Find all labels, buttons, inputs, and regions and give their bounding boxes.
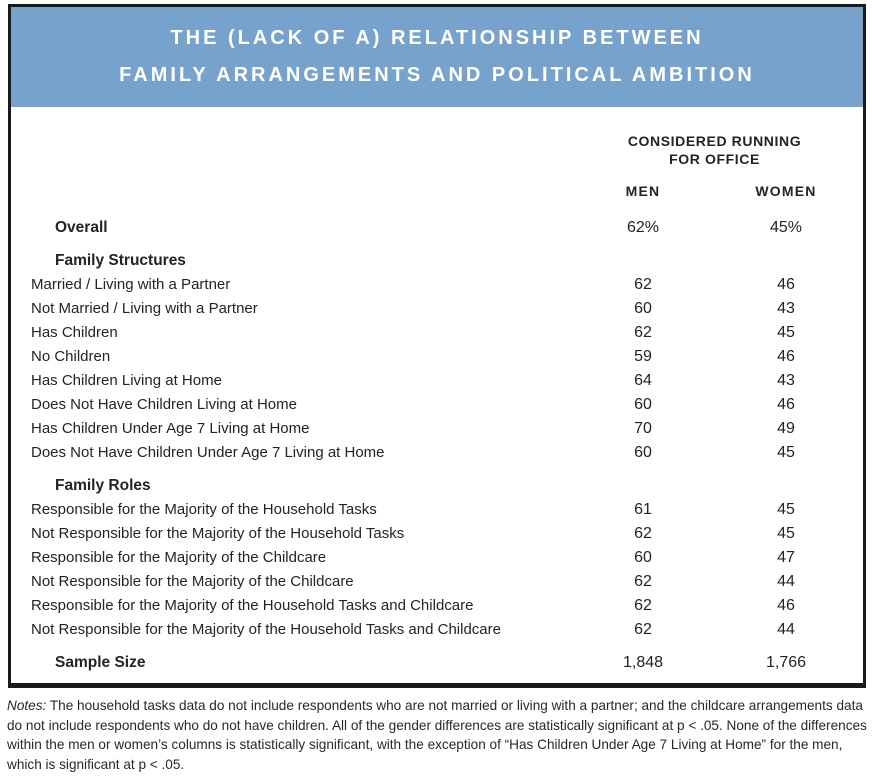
row-label: Not Married / Living with a Partner: [31, 300, 258, 317]
table-content: [11, 132, 863, 675]
table-row: [11, 441, 863, 465]
table-row: [11, 297, 863, 321]
table-row-sample-size: [11, 651, 863, 675]
women-value: 45: [777, 501, 795, 518]
row-label: Responsible for the Majority of the Childcare: [31, 549, 327, 566]
men-value: 60: [634, 300, 652, 317]
title-banner: [11, 7, 863, 107]
section-label: Family Structures: [55, 252, 186, 269]
women-value: 44: [777, 573, 795, 590]
table-row: [11, 417, 863, 441]
row-label: No Children: [31, 348, 111, 365]
column-header-women: WOMEN: [755, 183, 817, 199]
men-value: 64: [634, 372, 652, 389]
row-label: Sample Size: [55, 654, 146, 671]
group-header-row: [11, 132, 863, 168]
women-value: 45: [777, 525, 795, 542]
table-container: [8, 4, 866, 688]
row-label: Has Children Living at Home: [31, 372, 222, 389]
women-value: 1,766: [765, 654, 807, 671]
men-value: 62: [634, 573, 652, 590]
table-row: [11, 498, 863, 522]
women-value: 43: [777, 300, 795, 317]
row-label: Overall: [55, 219, 108, 236]
women-value: 45: [777, 324, 795, 341]
women-value: 43: [777, 372, 795, 389]
table-row: [11, 369, 863, 393]
row-label: Has Children Under Age 7 Living at Home: [31, 420, 310, 437]
men-value: 1,848: [622, 654, 664, 671]
title-line-2: FAMILY ARRANGEMENTS AND POLITICAL AMBITION: [119, 64, 755, 86]
men-value: 62: [634, 324, 652, 341]
men-value: 62%: [626, 219, 660, 236]
men-value: 62: [634, 525, 652, 542]
row-label: Responsible for the Majority of the Household Tasks: [31, 501, 377, 518]
table-row: [11, 522, 863, 546]
group-header-line-1: CONSIDERED RUNNING: [627, 133, 802, 149]
notes-prefix: Notes:: [7, 698, 47, 713]
table-row: [11, 273, 863, 297]
men-value: 60: [634, 549, 652, 566]
table-row: [11, 345, 863, 369]
row-label: Has Children: [31, 324, 118, 341]
women-value: 45: [777, 444, 795, 461]
row-label: Does Not Have Children Under Age 7 Living at Home: [31, 444, 385, 461]
table-row: [11, 393, 863, 417]
women-value: 46: [777, 396, 795, 413]
men-value: 60: [634, 396, 652, 413]
table-section-family-roles: [11, 474, 863, 498]
men-value: 70: [634, 420, 652, 437]
table-row: [11, 594, 863, 618]
women-value: 49: [777, 420, 795, 437]
women-value: 45%: [769, 219, 803, 236]
table-row: [11, 321, 863, 345]
title-line-1: THE (LACK OF A) RELATIONSHIP BETWEEN: [170, 27, 704, 49]
row-label: Responsible for the Majority of the Household Tasks and Childcare: [31, 597, 474, 614]
row-label: Not Responsible for the Majority of the Household Tasks and Childcare: [31, 621, 501, 638]
row-label: Not Responsible for the Majority of the Household Tasks: [31, 525, 405, 542]
table-rows: [11, 216, 863, 675]
women-value: 46: [777, 348, 795, 365]
table-row: [11, 618, 863, 642]
notes-body: The household tasks data do not include respondents who are not married or living with a partner; and the childcare arrangements data do not include respondents who do not have children. All of the gender differences are statistically significant at p < .05. None of the differences within the men or women’s columns is statistically significant, with the exception of “Has Children Under Age 7 Living at Home” for the men, which is significant at p < .05.: [7, 698, 867, 772]
men-value: 62: [634, 276, 652, 293]
table-notes: [7, 696, 872, 774]
men-value: 60: [634, 444, 652, 461]
men-value: 62: [634, 597, 652, 614]
women-value: 47: [777, 549, 795, 566]
table-row: [11, 546, 863, 570]
table-section-family-structures: [11, 249, 863, 273]
column-labels-row: [11, 181, 863, 201]
table-row: [11, 570, 863, 594]
group-header-line-2: FOR OFFICE: [669, 151, 760, 167]
women-value: 44: [777, 621, 795, 638]
men-value: 61: [634, 501, 652, 518]
table-row-overall: [11, 216, 863, 240]
section-label: Family Roles: [55, 477, 151, 494]
column-header-men: MEN: [625, 183, 661, 199]
men-value: 62: [634, 621, 652, 638]
row-label: Not Responsible for the Majority of the Childcare: [31, 573, 354, 590]
women-value: 46: [777, 597, 795, 614]
women-value: 46: [777, 276, 795, 293]
row-label: Does Not Have Children Living at Home: [31, 396, 297, 413]
row-label: Married / Living with a Partner: [31, 276, 231, 293]
group-column-header: [583, 132, 846, 168]
men-value: 59: [634, 348, 652, 365]
